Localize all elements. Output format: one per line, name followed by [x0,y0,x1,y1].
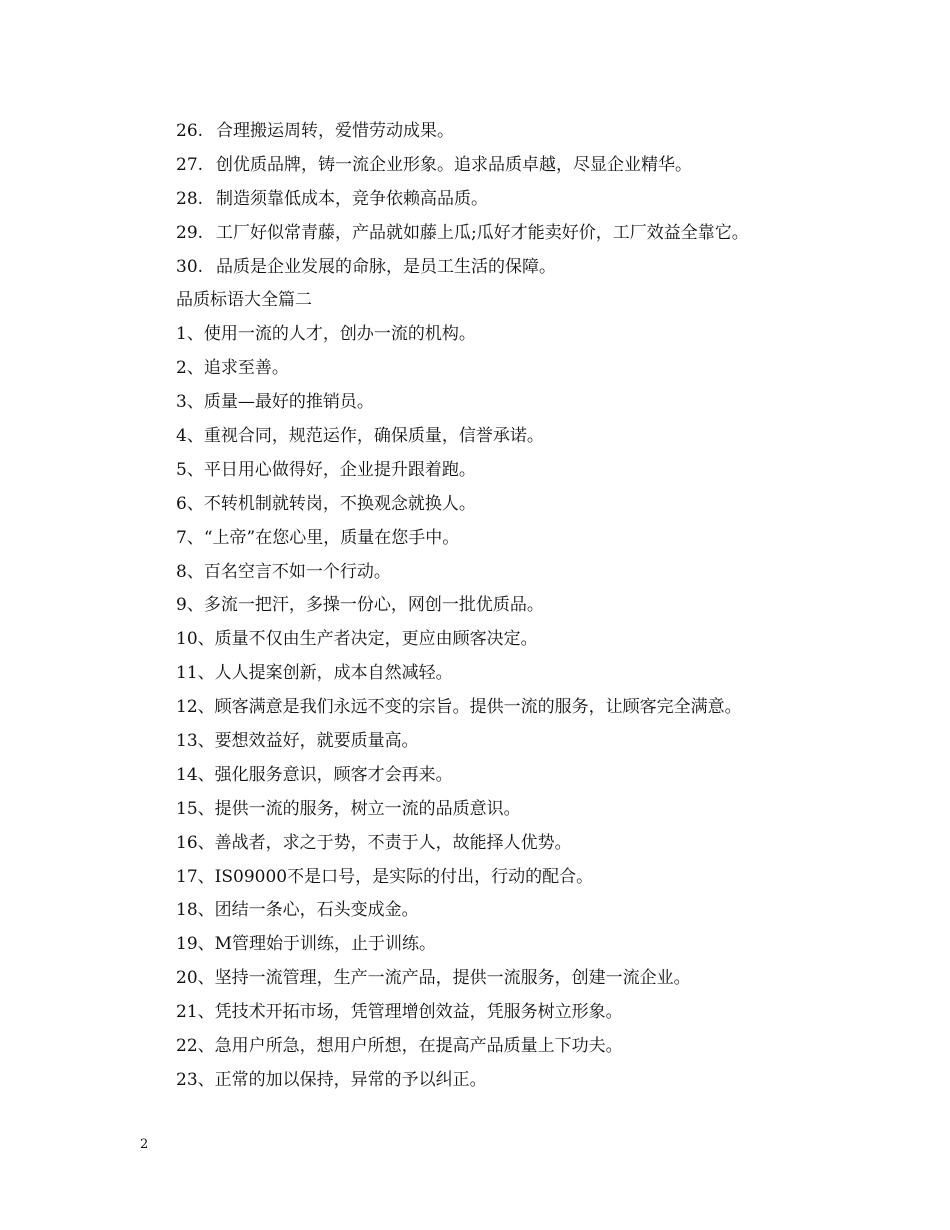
item-number: 14、 [176,764,215,785]
item-text: 创优质品牌，铸一流企业形象。追求品质卓越，尽显企业精华。 [216,154,692,175]
item-text: 工厂好似常青藤，产品就如藤上瓜;瓜好才能卖好价，工厂效益全靠它。 [216,222,749,243]
item-number: 1、 [176,324,204,345]
slogan-line [176,691,896,725]
slogan-line [176,149,896,183]
item-number: 7、 [176,527,204,548]
slogan-line [176,420,896,454]
item-text: 平日用心做得好，企业提升跟着跑。 [203,459,476,480]
item-text: IS09000不是口号，是实际的付出，行动的配合。 [214,866,594,887]
slogan-line [176,928,896,962]
item-text: 多流一把汗，多操一份心，网创一批优质品。 [203,595,544,616]
item-text: 提供一流的服务，树立一流的品质意识。 [214,798,521,819]
item-text: 使用一流的人才，创办一流的机构。 [203,324,476,345]
item-number: 29. [176,222,204,243]
item-number: 3、 [176,392,204,413]
item-text: 团结一条心，石头变成金。 [214,900,419,921]
slogan-line [176,827,896,861]
item-number: 4、 [176,426,204,447]
slogan-line [176,522,896,556]
item-number: 30. [176,256,204,277]
item-text: 品质是企业发展的命脉，是员工生活的保障。 [216,256,556,277]
item-text: 要想效益好，就要质量高。 [214,731,419,752]
item-number: 19、 [176,934,215,955]
item-number: 6、 [176,493,204,514]
item-text: 追求至善。 [203,358,289,379]
item-number: 16、 [176,832,215,853]
page-number: 2 [140,1137,149,1152]
slogan-line [176,1064,896,1098]
slogan-line [176,894,896,928]
item-text: 善战者，求之于势，不责于人，故能择人优势。 [214,832,572,853]
item-text: “上帝”在您心里，质量在您手中。 [203,527,460,548]
item-text: 百名空言不如一个行动。 [203,561,391,582]
item-number: 26. [176,121,204,141]
item-text: 不转机制就转岗，不换观念就换人。 [203,493,476,514]
slogan-line [176,759,896,793]
item-number: 8、 [176,561,204,582]
slogan-line [176,657,896,691]
slogan-line [176,217,896,251]
section-heading: 品质标语大全篇二 [176,290,312,311]
item-text: 重视合同，规范运作，确保质量，信誉承诺。 [203,426,544,447]
item-number: 15、 [176,798,215,819]
item-number: 22、 [176,1036,215,1057]
item-number: 10、 [176,629,215,650]
item-text: 合理搬运周转，爱惜劳动成果。 [216,121,454,141]
slogan-line [176,996,896,1030]
item-text: 坚持一流管理，生产一流产品，提供一流服务，创建一流企业。 [214,968,691,989]
item-number: 18、 [176,900,215,921]
item-number: 20、 [176,968,215,989]
slogan-line [176,115,896,149]
item-number: 27. [176,154,204,175]
slogan-line [176,183,896,217]
slogan-line [176,589,896,623]
item-text: 制造须靠低成本，竞争依赖高品质。 [216,188,488,209]
slogan-line [176,725,896,759]
item-number: 9、 [176,595,204,616]
slogan-line [176,861,896,895]
slogan-line [176,386,896,420]
slogan-line [176,962,896,996]
item-text: 正常的加以保持，异常的予以纠正。 [214,1069,487,1090]
slogan-line [176,318,896,352]
slogan-line [176,793,896,827]
document-body [176,115,896,1098]
slogan-line [176,454,896,488]
slogan-line [176,488,896,522]
slogan-line [176,556,896,590]
item-number: 11、 [176,663,215,684]
item-text: M管理始于训练，止于训练。 [214,934,437,955]
item-number: 2、 [176,358,204,379]
item-number: 21、 [176,1002,215,1023]
item-text: 质量不仅由生产者决定，更应由顾客决定。 [214,629,538,650]
slogan-line [176,623,896,657]
item-number: 23、 [176,1069,215,1090]
slogan-line [176,251,896,285]
item-number: 17、 [176,866,215,887]
item-text: 顾客满意是我们永远不变的宗旨。提供一流的服务，让顾客完全满意。 [214,697,742,718]
item-number: 13、 [176,731,215,752]
item-text: 凭技术开拓市场，凭管理增创效益，凭服务树立形象。 [214,1002,623,1023]
item-text: 急用户所急，想用户所想，在提高产品质量上下功夫。 [214,1036,623,1057]
slogan-line [176,1030,896,1064]
item-number: 5、 [176,459,204,480]
item-number: 12、 [176,697,215,718]
item-text: 人人提案创新，成本自然减轻。 [214,663,453,684]
item-number: 28. [176,188,204,209]
slogan-line [176,352,896,386]
item-text: 强化服务意识，顾客才会再来。 [214,764,453,785]
item-text: 质量—最好的推销员。 [203,392,374,413]
